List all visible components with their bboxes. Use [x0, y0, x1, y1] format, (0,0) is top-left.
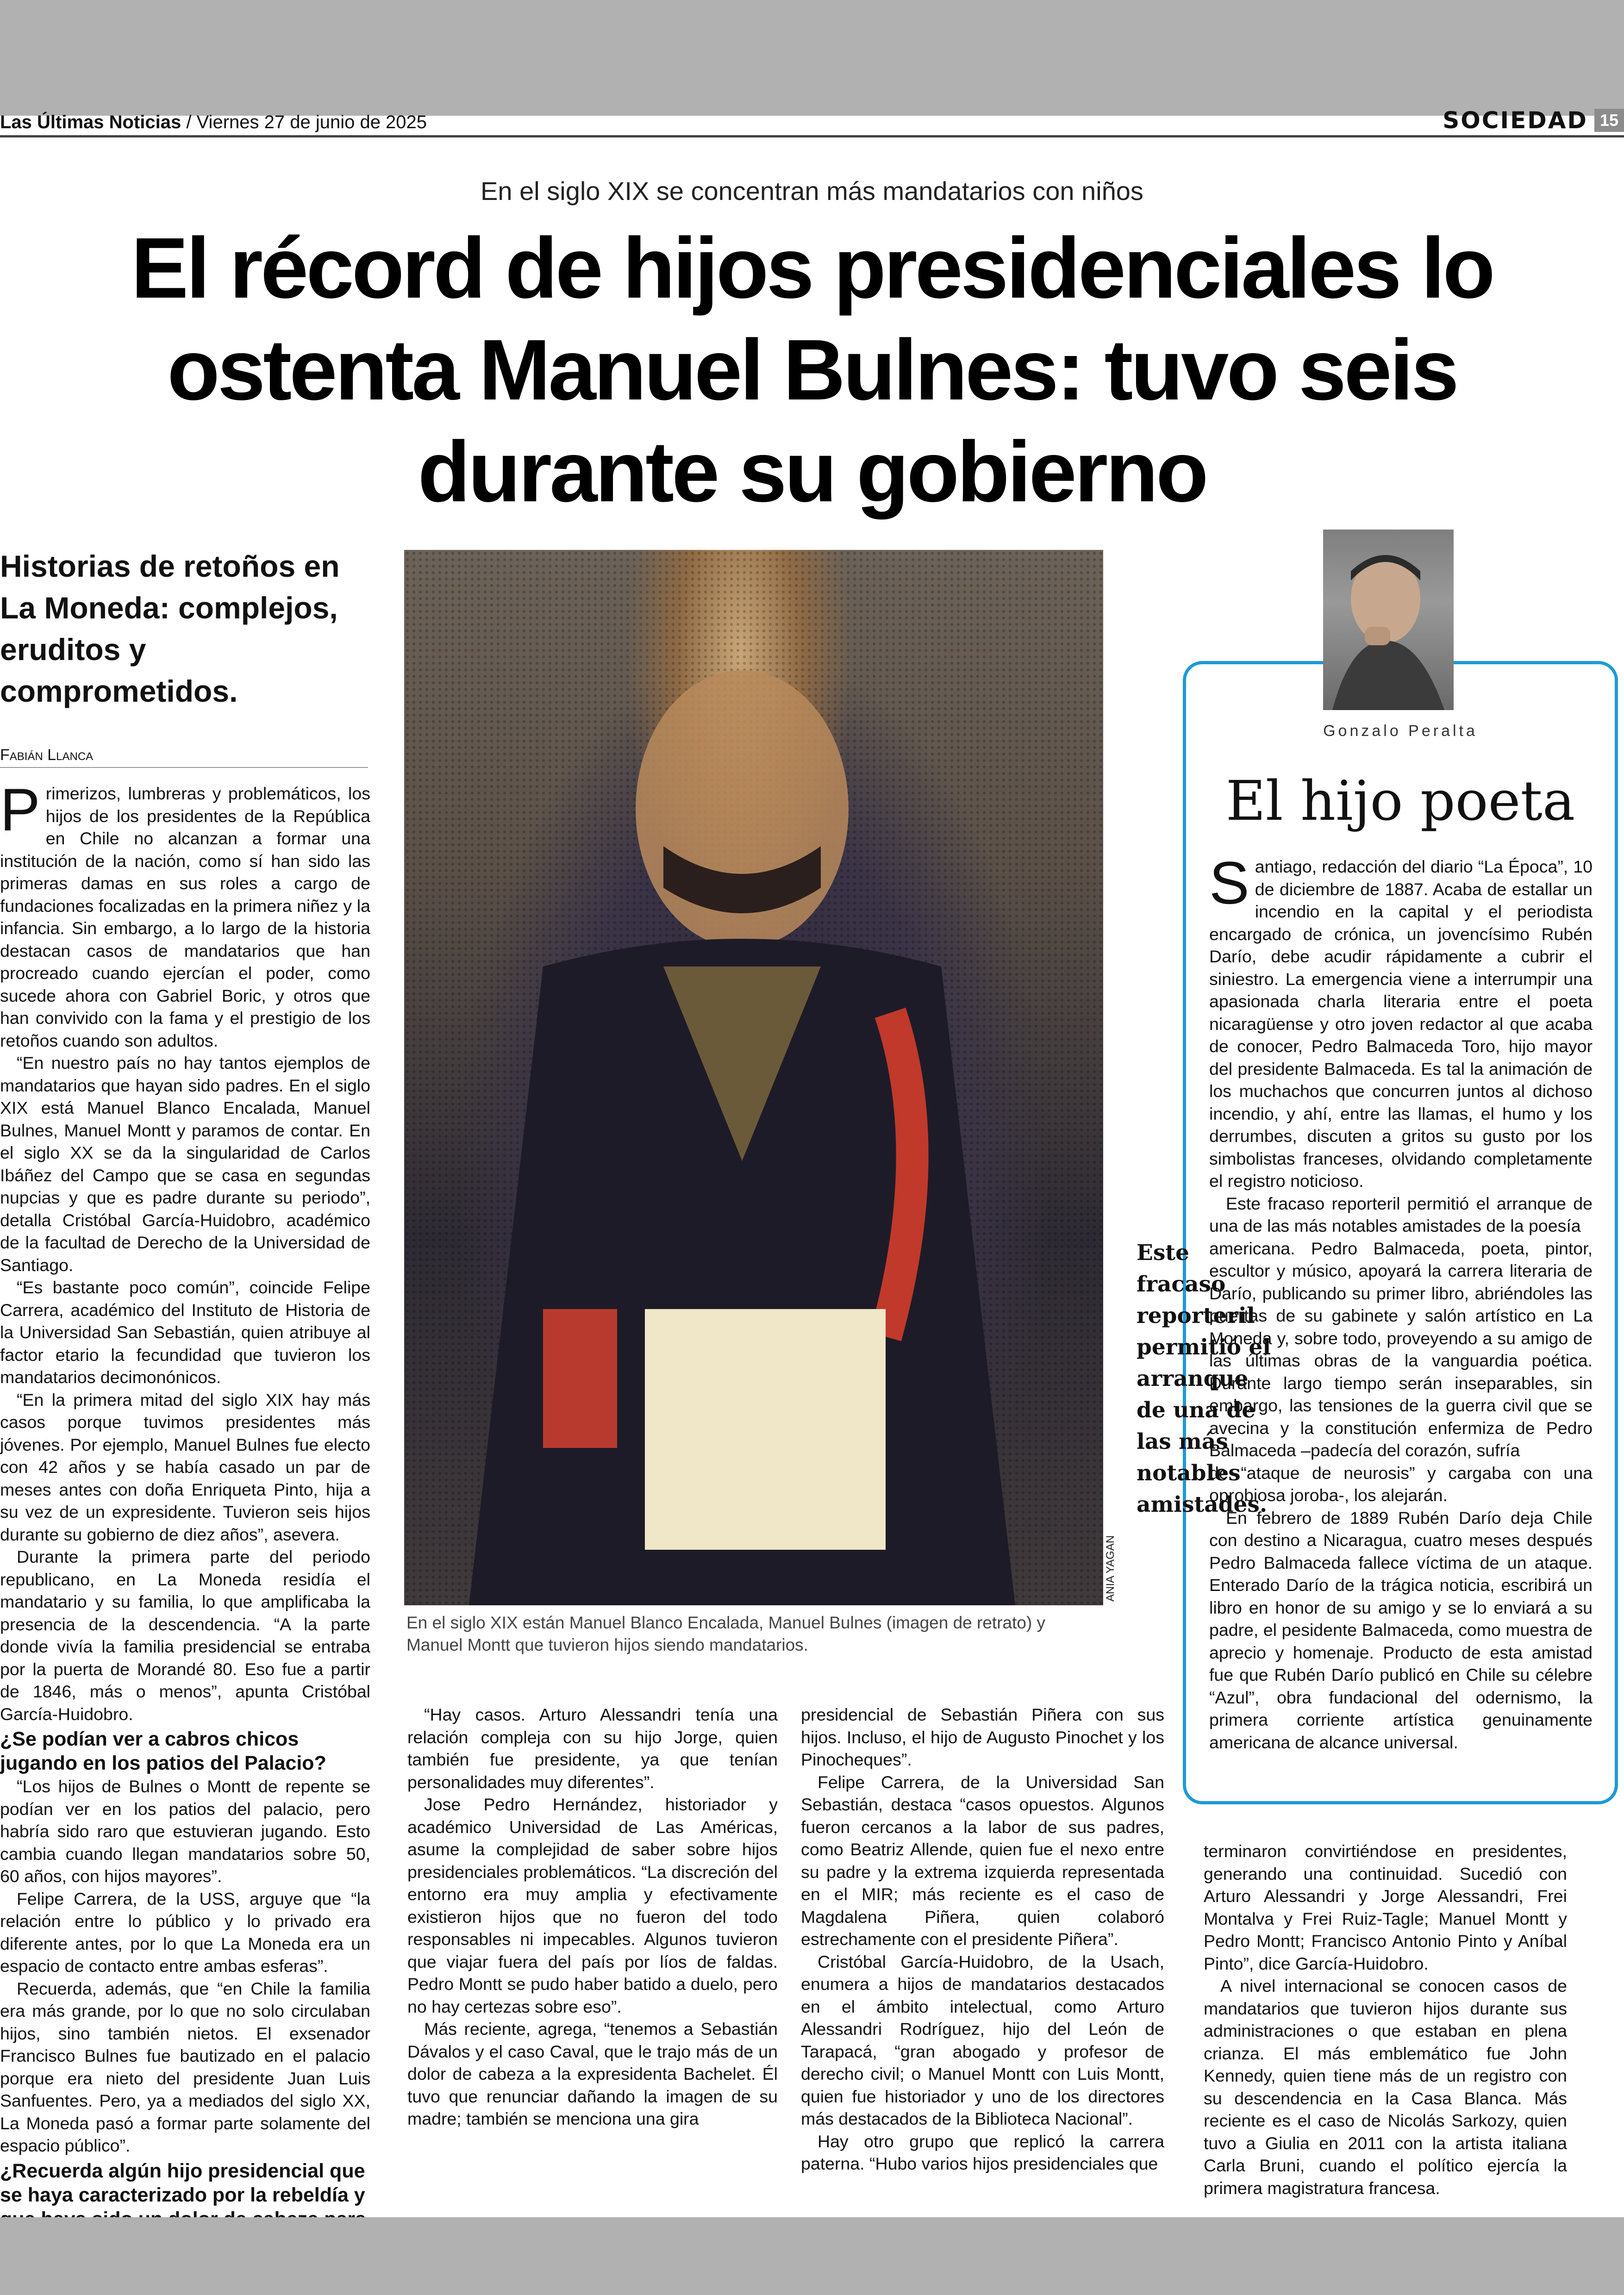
paragraph: A nivel internacional se conocen casos de mandatarios que tuvieron hijos durante sus administraciones o que estaban en plena crianza. El más emblemático fue John Kennedy, quien tiene más de un registro con su descendencia en la Casa Blanca. Más reciente es el caso de Nicolás Sarkozy, quien tuvo a Giulia en 2011 con la artista italiana Carla Bruni, cuando el político ejercía la primera magistratura francesa.	[1204, 1976, 1567, 2198]
paragraph: “Es bastante poco común”, coincide Felipe Carrera, académico del Instituto de Historia de la Universidad San Sebastián, quien atribuye al factor etario la fecundidad que tuvieron los mandatarios decimonónicos.	[0, 1278, 370, 1387]
article-column-4	[1204, 1840, 1567, 2198]
author-photo	[1323, 530, 1454, 710]
sidebar-lead-paragraph: Santiago, redacción del diario “La Época”, 10 de diciembre de 1887. Acaba de estallar un incendio en la capital y el periodista encargado de crónica, un jovencísimo Rubén Darío, debe acudir rápidamente a cubrir el siniestro. La emergencia viene a interrumpir una apasionada charla literaria entre el poeta nicaragüense y otro joven redactor al que acaba de conocer, Pedro Balmaceda Toro, hijo mayor del presidente Balmaceda. Es tal la animación de los muchachos que concurren juntos al dichoso incendio, y ahí, entre las llamas, el humo y los derrumbes, discuten a gritos su gusto por los simbolistas franceses, olvidando completamente el registro noticioso.	[1209, 849, 1593, 1191]
pull-quote: Este fracaso reporteril permitió el arranque de una de las más notables amistades.	[1137, 1240, 1271, 1517]
interview-question: ¿Recuerda algún hijo presidencial que se haya caracterizado por la rebeldía y	[0, 2159, 365, 2206]
paragraph: Felipe Carrera, de la Universidad San Sebastián, destaca “casos opuestos. Algunos fueron cercanos a la labor de sus padres, como Beatriz Allende, quien fue el nexo entre su padre y la extrema izquierda representada en el MIR; más reciente es el caso de Magdalena Piñera, quien colaboró estrechamente con el presidente Piñera”.	[801, 1772, 1164, 1949]
kicker: En el siglo XIX se concentran más mandatarios con niños	[481, 176, 1143, 206]
sidebar-paragraph: En febrero de 1889 Rubén Darío deja Chile con destino a Nicaragua, cuatro meses después Pedro Balmaceda fallece víctima de un ataque. Enterado Darío de la trágica noticia, escribirá un libro en honor de su amigo y se lo enviará a su padre, el pesidente Balmaceda, como muestra de aprecio y homenaje. Producto de esta amistad fue que Rubén Darío publicó en Chile su célebre “Azul”, obra fundacional del odernismo, la primera corriente artística genuinamente americana de alcance universal.	[1209, 1508, 1593, 1752]
paragraph: Recuerda, además, que “en Chile la familia era más grande, por lo que no solo circulaban hijos, sino también nietos. El exsenador Francisco Bulnes fue bautizado en el palacio porque era nieto del presidente Juan Luis Sanfuentes. Pero, ya a mediados del siglo XX, La Moneda pasó a formar parte solamente del espacio público”.	[0, 1978, 370, 2155]
article-column-2	[407, 1703, 778, 2189]
section-header	[1443, 107, 1624, 133]
headline: El récord de hijos presidenciales lo ostenta Manuel Bulnes: tuvo seis durante su gobierno	[131, 220, 1493, 520]
dropcap: P	[0, 776, 40, 843]
sidebar-title: El hijo poeta	[1225, 769, 1575, 833]
paragraph: “En nuestro país no hay tantos ejemplos de mandatarios que hayan sido padres. En el siglo XIX está Manuel Blanco Encalada, Manuel Bulnes, Manuel Montt y paramos de contar. En el siglo XX se da la singularidad de Carlos Ibáñez del Campo que se casa en segundas nupcias y que es padre durante su periodo”, detalla Cristóbal García-Huidobro, académico de la facultad de Derecho de la Universidad de Santiago.	[0, 1053, 370, 1275]
sidebar-paragraph: de “ataque de neurosis” y cargaba con una oprobiosa joroba-, los alejarán.	[1209, 1463, 1593, 1505]
article-column-1	[0, 776, 370, 2206]
lead-paragraph: Primerizos, lumbreras y problemáticos, los hijos de los presidentes de la República en Chile no alcanzan a formar una institución de la nación, como sí han sido las primeras damas en sus roles a cargo de fundaciones focalizadas en la primera niñez y la infancia. Sin embargo, a lo largo de la historia destacan casos de mandatarios que han procreado cuando ejercían el poder, como sucede ahora con Gabriel Boric, y otros que han convivido con la fama y el prestigio de los retoños cuando son adultos.	[0, 776, 370, 1050]
paragraph: terminaron convirtiéndose en presidentes, generando una continuidad. Sucedió con Arturo Alessandri y Jorge Alessandri, Frei Montalva y Frei Ruiz-Tagle; Manuel Montt y Pedro Montt; Francisco Antonio Pinto y Aníbal Pinto”, dice García-Huidobro.	[1204, 1841, 1567, 1973]
publication-line	[0, 112, 427, 133]
paragraph: Hay otro grupo que replicó la carrera paterna. “Hubo varios hijos presidenciales que	[801, 2131, 1164, 2173]
top-gray-band	[0, 0, 1624, 116]
publication-name: Las Últimas Noticias	[0, 112, 181, 132]
sidebar-paragraph: Este fracaso reporteril permitió el arranque de una de las más notables amistades de la poesía	[1209, 1193, 1593, 1235]
subhead: Historias de retoños en La Moneda: complejos, eruditos y comprometidos.	[0, 549, 340, 708]
masthead-rule	[0, 135, 1624, 137]
interview-question: ¿Se podían ver a cabros chicos jugando en los patios del Palacio?	[0, 1728, 326, 1774]
portrait-figure	[404, 550, 1103, 1605]
byline: Fabián Llanca	[0, 746, 368, 768]
paragraph: Cristóbal García-Huidobro, de la Usach, enumera a hijos de mandatarios destacados en el ámbito intelectual, como Arturo Alessandri Rodríguez, hijo del León de Tarapacá, “gran abogado y profesor de derecho civil; o Manuel Montt con Luis Montt, quien fue historiador y uno de los directores más destacados de la Biblioteca Nacional”.	[801, 1952, 1164, 2128]
paragraph: Durante la primera parte del periodo republicano, en La Moneda residía el mandatario y su familia, lo que amplificaba la presencia de la descendencia. “A la parte donde vivía la familia presidencial se entraba por la puerta de Morandé 80. Eso fue a partir de 1846, más o menos”, apunta Cristóbal García-Huidobro.	[0, 1547, 370, 1724]
page-number: 15	[1594, 109, 1624, 132]
sidebar-dropcap: S	[1209, 849, 1249, 917]
masthead	[0, 107, 1624, 137]
photo-credit: ANIA YAGAN	[1104, 1535, 1117, 1602]
paragraph: “En la primera mitad del siglo XIX hay más casos porque tuvimos presidentes más jóvenes. Por ejemplo, Manuel Bulnes fue electo con 42 años y se había casado un par de meses antes con doña Enriqueta Pinto, hija a su vez de un expresidente. Tuvieron seis hijos durante su gobierno de diez años”, asevera.	[0, 1390, 370, 1544]
publication-date: / Viernes 27 de junio de 2025	[186, 112, 427, 132]
article-column-3	[801, 1703, 1164, 2189]
paragraph: “Hay casos. Arturo Alessandri tenía una relación compleja con su hijo Jorge, quien también fue presidente, ya que tenían personalidades muy diferentes”.	[407, 1705, 778, 1792]
paragraph: “Los hijos de Bulnes o Montt de repente se podían ver en los patios del palacio, pero habría sido raro que estuvieran jugando. Esto cambia cuando llegan mandatarios sobre 50, 60 años, con hijos mayores”.	[0, 1777, 370, 1886]
paragraph: Más reciente, agrega, “tenemos a Sebastián Dávalos y el caso Caval, que le trajo más de un dolor de cabeza a la expresidenta Bachelet. Él tuvo que renunciar dañando la imagen de su madre; también se menciona una gira	[407, 2019, 778, 2128]
portrait-photo	[404, 550, 1103, 1605]
sidebar-photo-credit: Gonzalo Peralta	[1323, 722, 1478, 740]
author-silhouette	[1323, 530, 1454, 710]
paragraph: presidencial de Sebastián Piñera con sus hijos. Incluso, el hijo de Augusto Pinochet y los Pinocheques”.	[801, 1705, 1164, 1769]
paragraph: Felipe Carrera, de la USS, arguye que “la relación entre lo público y lo privado era diferente antes, por lo que La Moneda era un espacio de contacto entre ambas esferas”.	[0, 1889, 370, 1976]
bottom-gray-band	[0, 2217, 1624, 2295]
photo-caption: En el siglo XIX están Manuel Blanco Encalada, Manuel Bulnes (imagen de retrato) y Manuel Montt que tuvieron hijos siendo mandatarios.	[406, 1613, 1046, 1654]
section-name: SOCIEDAD	[1443, 107, 1588, 134]
paragraph: Jose Pedro Hernández, historiador y académico Universidad de Las Américas, asume la complejidad de saber sobre hijos presidenciales problemáticos. “La discreción del entorno era muy amplia y efectivamente existieron hijos que no fueron del todo responsables ni impecables. Algunos tuvieron que viajar fuera del país por líos de faldas. Pedro Montt se pudo haber batido a duelo, pero no hay certezas sobre eso”.	[407, 1795, 778, 2016]
sidebar-paragraph-wrap: americana. Pedro Balmaceda, poeta, pintor, escultor y músico, apoyará la carrera literaria de Darío, publicando su primer libro, abriéndoles las puertas de su gabinete y salón artístico en La Moneda y, sobre todo, proveyendo a su amigo de las últimas obras de la vanguardia poética. Durante largo tiempo serán inseparables, sin embargo, las tensiones de la guerra civil que se avecina y la constitución enfermiza de Pedro Balmaceda –padecía del corazón, sufría	[1209, 1238, 1593, 1460]
